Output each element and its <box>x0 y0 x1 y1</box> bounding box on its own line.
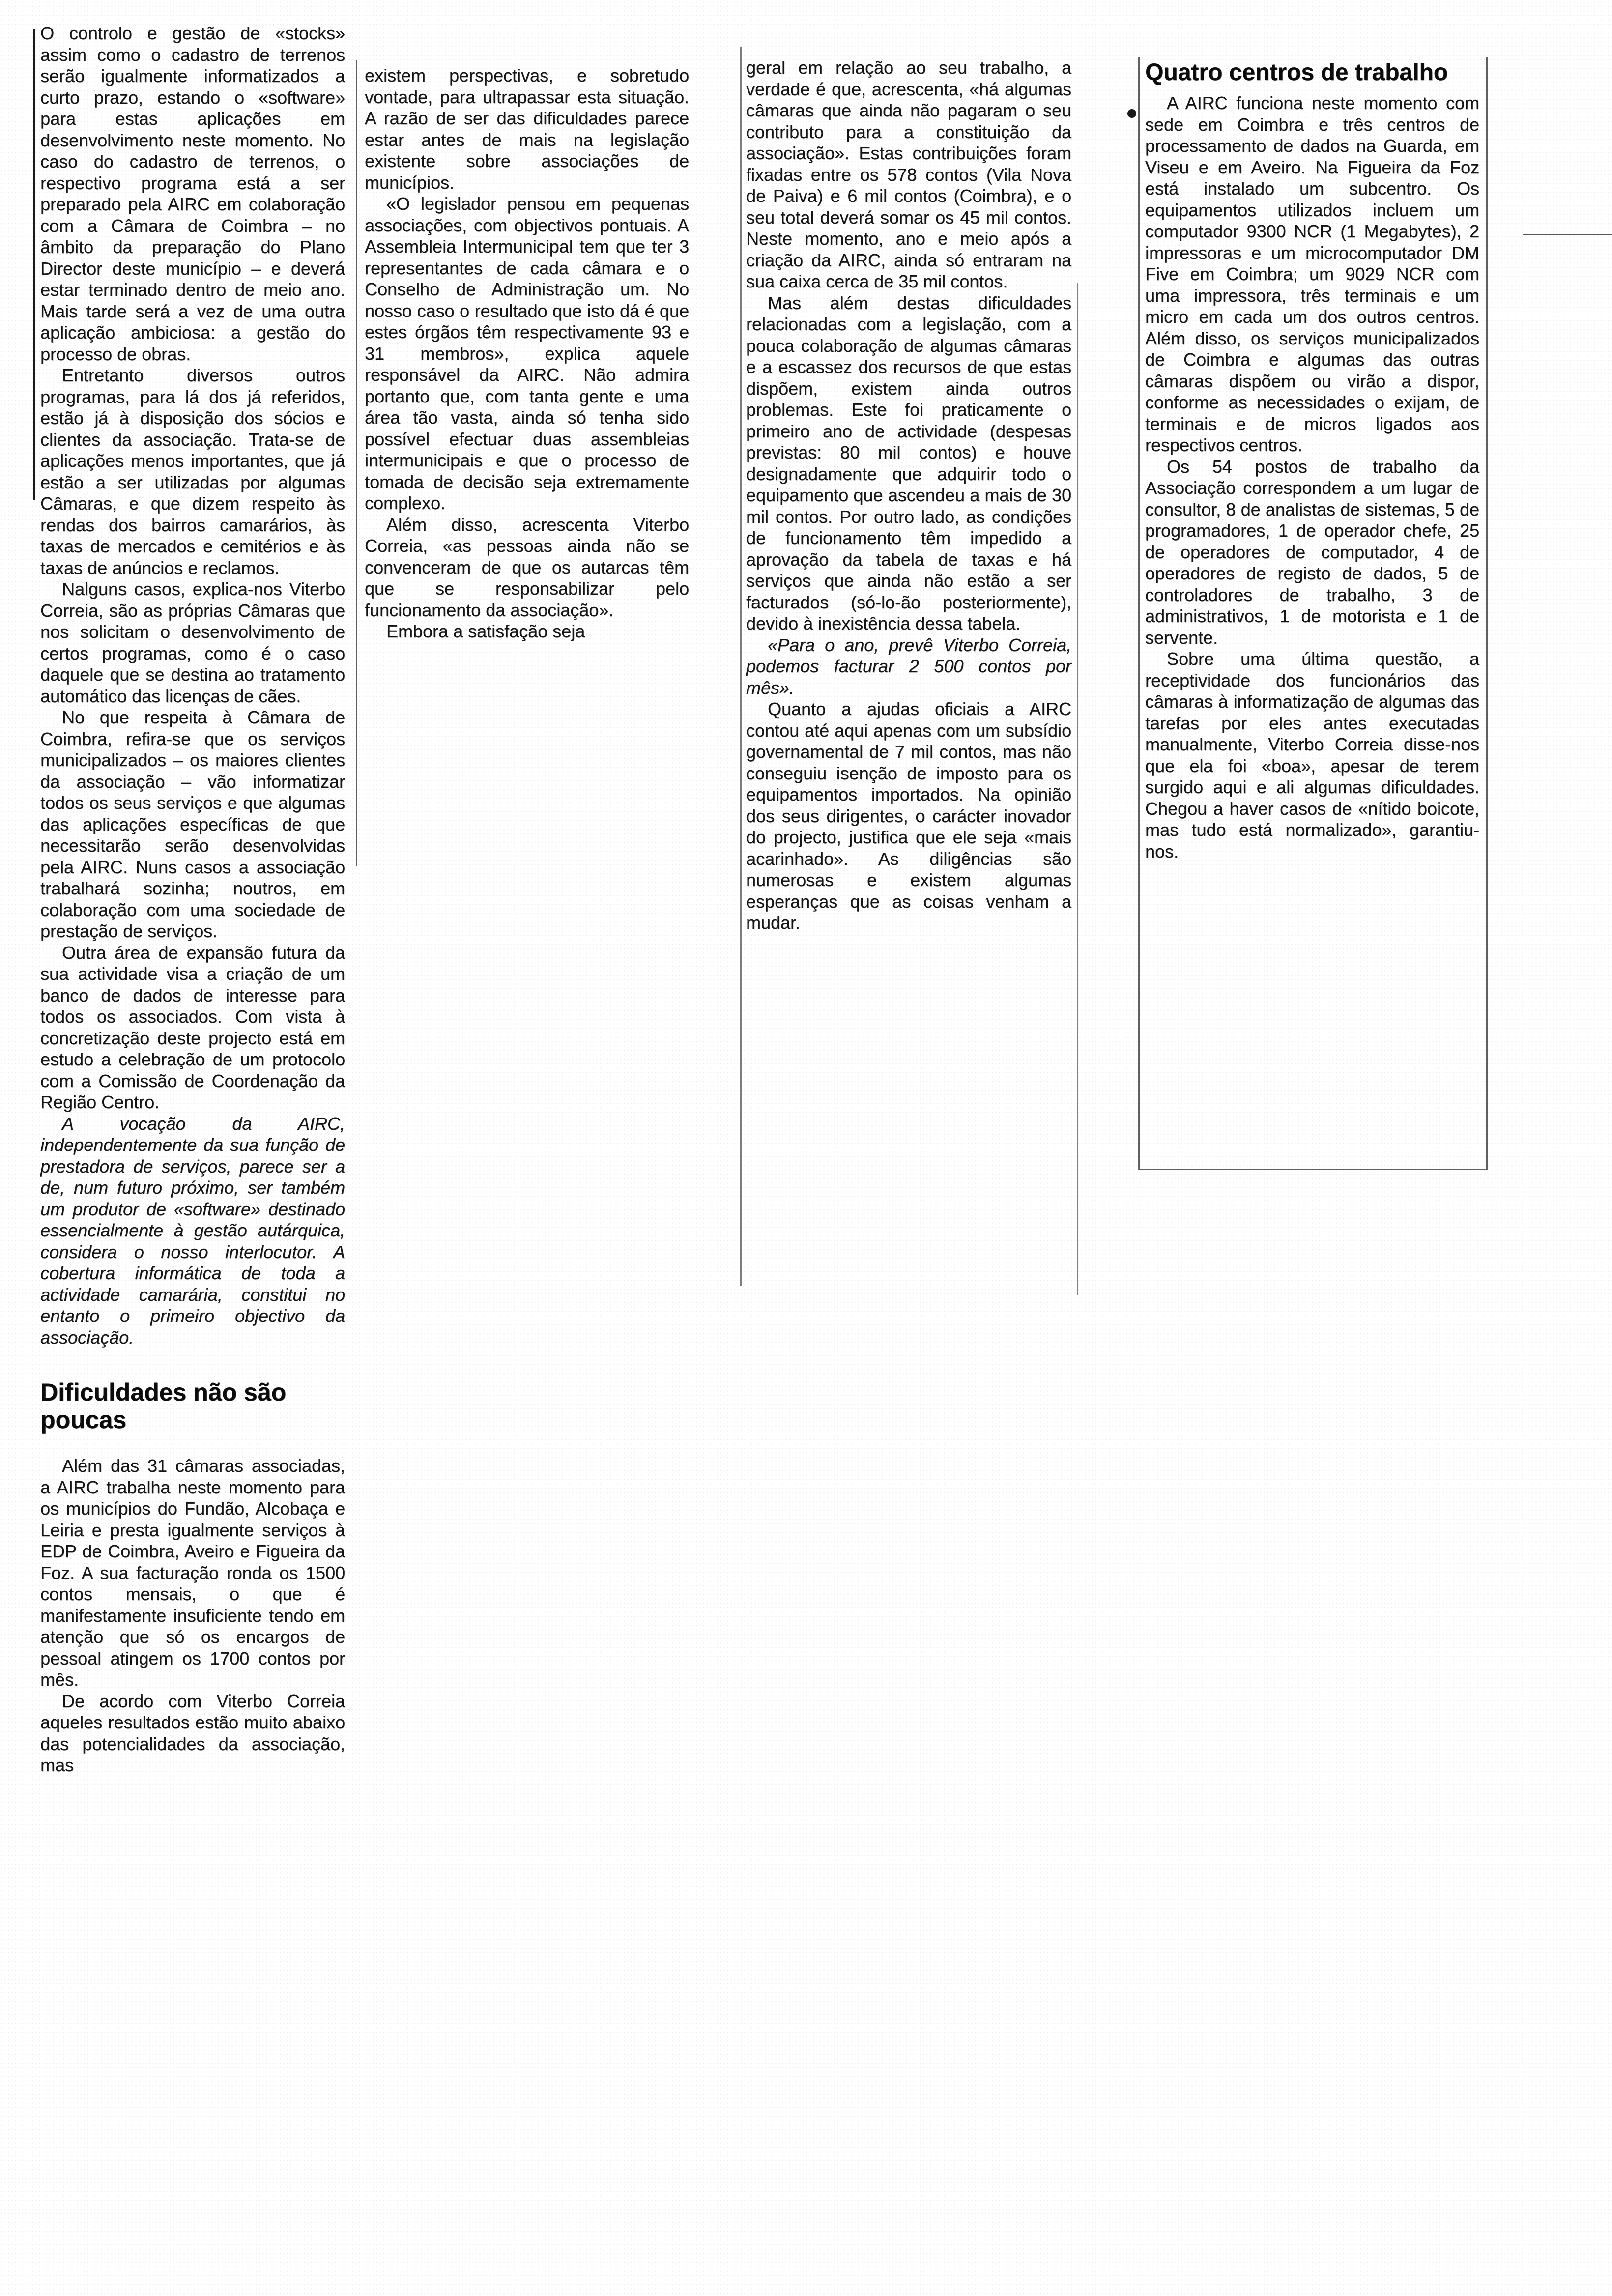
col3-paragraph-3: «Para o ano, prevê Viterbo Correia, podemos facturar 2 500 contos por mês». <box>746 634 1071 698</box>
col3-paragraph-1: geral em relação ao seu trabalho, a verdade é que, acrescenta, «há algumas câmaras que ainda não pagaram o seu contributo para a constituição da associação». Estas contribuições foram fixadas entre os 578 contos (Vila Nova de Paiva) e 6 mil contos (Coimbra), e o seu total deverá somar os 45 mil contos. Neste momento, ano e meio após a criação da AIRC, ainda só entraram na sua caixa cerca de 35 mil contos. <box>746 57 1071 291</box>
clipping-edge <box>356 60 357 866</box>
clipping-edge <box>740 47 742 1286</box>
section-heading-quatro-centros: Quatro centros de trabalho <box>1145 59 1448 86</box>
margin-pen-line <box>1523 234 1612 235</box>
article-column-3 <box>746 57 1071 934</box>
col1-paragraph-1: O controlo e gestão de «stocks» assim como o cadastro de terrenos serão igualmente informatizados a curto prazo, estando o «software» para estas aplicações em desenvolvimento neste momento. No caso do cadastro de terrenos, o respectivo programa está a ser preparado pela AIRC em colaboração com a Câmara de Coimbra – no âmbito da preparação do Plano Director deste município – e deverá estar terminado dentro de meio ano. Mais tarde será a vez de uma outra aplicação ambiciosa: a gestão do processo de obras. <box>40 23 345 364</box>
bullet-icon <box>1127 109 1136 118</box>
sidebar-box-edge <box>1138 57 1140 1169</box>
col1-paragraph-7: Além das 31 câmaras associadas, a AIRC trabalha neste momento para os municípios do Fundão, Alcobaça e Leiria e presta igualmente serviços à EDP de Coimbra, Aveiro e Figueira da Foz. A sua facturação ronda os 1500 contos mensais, o que é manifestamente insuficiente tendo em atenção que só os encargos de pessoal atingem os 1700 contos por mês. <box>40 1456 345 1690</box>
col1-paragraph-2: Entretanto diversos outros programas, para lá dos já referidos, estão já à disposição dos sócios e clientes da associação. Trata-se de aplicações menos importantes, que já estão a ser utilizadas por algumas Câmaras, e que dizem respeito às rendas dos bairros camarários, às taxas de mercados e cemitérios e às taxas de anúncios e reclamos. <box>40 365 345 578</box>
col1-paragraph-4: No que respeita à Câmara de Coimbra, refira-se que os serviços municipalizados – os maiores clientes da associação – vão informatizar todos os seus serviços e que algumas das aplicações específicas de que necessitarão serão desenvolvidas pela AIRC. Nuns casos a associação trabalhará sozinha; noutros, em colaboração com uma sociedade de prestação de serviços. <box>40 707 345 941</box>
clipping-edge <box>1077 283 1078 1295</box>
col1-paragraph-6: A vocação da AIRC, independentemente da sua função de prestadora de serviços, parece ser a de, num futuro próximo, ser também um produtor de «software» destinado essencialmente à gestão autárquica, considera o nosso interlocutor. A cobertura informática de toda a actividade camarária, constitui no entanto o primeiro objectivo da associação. <box>40 1113 345 1348</box>
article-column-4-sidebar <box>1145 59 1479 862</box>
col2-paragraph-2: «O legislador pensou em pequenas associações, com objectivos pontuais. A Assembleia Intermunicipal tem que ter 3 representantes de cada câmara e o Conselho de Administração um. No nosso caso o resultado que isto dá é que estes órgãos têm respectivamente 93 e 31 membros», explica aquele responsável da AIRC. Não admira portanto que, com tanta gente e uma área tão vasta, ainda só tenha sido possível efectuar duas assembleias intermunicipais e que o processo de tomada de decisão seja extremamente complexo. <box>365 194 689 513</box>
col4-paragraph-3: Sobre uma última questão, a receptividade dos funcionários das câmaras à informatização de algumas das tarefas por eles antes executadas manualmente, Viterbo Correia disse-nos que ela foi «boa», apesar de terem surgido aqui e ali algumas dificuldades. Chegou a haver casos de «nítido boicote, mas tudo está normalizado», garantiu-nos. <box>1145 649 1479 861</box>
col2-paragraph-1: existem perspectivas, e sobretudo vontade, para ultrapassar esta situação. A razão de ser das dificuldades parece estar antes de mais na legislação existente sobre associações de municípios. <box>365 65 689 193</box>
col2-paragraph-4: Embora a satisfação seja <box>386 621 585 641</box>
col1-paragraph-5: Outra área de expansão futura da sua actividade visa a criação de um banco de dados de interesse para todos os associados. Com vista à concretização deste projecto está em estudo a celebração de um protocolo com a Comissão de Coordenação da Região Centro. <box>40 942 345 1112</box>
col1-paragraph-8: De acordo com Viterbo Correia aqueles resultados estão muito abaixo das potencialidades da associação, mas <box>40 1691 345 1775</box>
col4-paragraph-1: A AIRC funciona neste momento com sede em Coimbra e três centros de processamento de dados na Guarda, em Viseu e em Aveiro. Na Figueira da Foz está instalado um subcentro. Os equipamentos utilizados incluem um computador 9300 NCR (1 Megabytes), 2 impressoras e um microcomputador DM Five em Coimbra; um 9029 NCR com uma impressora, três terminais e um micro em cada um dos outros centros. Além disso, os serviços municipalizados de Coimbra e algumas das outras câmaras dispõem ou virão a dispor, conforme as necessidades o exijam, de terminais e de micros ligados aos respectivos centros. <box>1145 93 1479 455</box>
col4-paragraph-2: Os 54 postos de trabalho da Associação correspondem a um lugar de consultor, 8 de analistas de sistemas, 5 de programadores, 1 de operador chefe, 25 de operadores de computador, 4 de operadores de registo de dados, 5 de controladores de trabalho, 3 de administrativos, 1 de motorista e 1 de servente. <box>1145 456 1479 648</box>
col3-paragraph-2: Mas além destas dificuldades relacionadas com a legislação, com a pouca colaboração de algumas câmaras e a escassez dos recursos de que estas dispõem, existem ainda outros problemas. Este foi praticamente o primeiro ano de actividade (despesas previstas: 80 mil contos) e houve designadamente que adquirir todo o equipamento que ascendeu a mais de 30 mil contos. Por outro lado, as condições de funcionamento têm impedido a aprovação da tabela de taxas e há serviços que ainda não estão a ser facturados (só-lo-ão posteriormente), devido à inexistência dessa tabela. <box>746 292 1071 633</box>
col3-paragraph-4: Quanto a ajudas oficiais a AIRC contou até aqui apenas com um subsídio governamental de 7 mil contos, mas não conseguiu isenção de imposto para os equipamentos importados. Na opinião dos seus dirigentes, o carácter inovador do projecto, justifica que ele seja «mais acarinhado». As diligências são numerosas e existem algumas esperanças que as coisas venham a mudar. <box>746 699 1071 933</box>
col2-paragraph-3: Além disso, acrescenta Viterbo Correia, «as pessoas ainda não se convenceram de que os autarcas têm que se responsabilizar pelo funcionamento da associação». <box>365 514 689 620</box>
article-column-2 <box>365 65 689 642</box>
article-column-1 <box>40 23 345 1776</box>
section-heading-dificuldades: Dificuldades não são poucas <box>40 1378 287 1434</box>
column-rule <box>33 29 35 500</box>
col1-paragraph-3: Nalguns casos, explica-nos Viterbo Correia, são as próprias Câmaras que nos solicitam o desenvolvimento de certos programas, como é o caso daquele que se destina ao tratamento automático das licenças de cães. <box>40 579 345 706</box>
